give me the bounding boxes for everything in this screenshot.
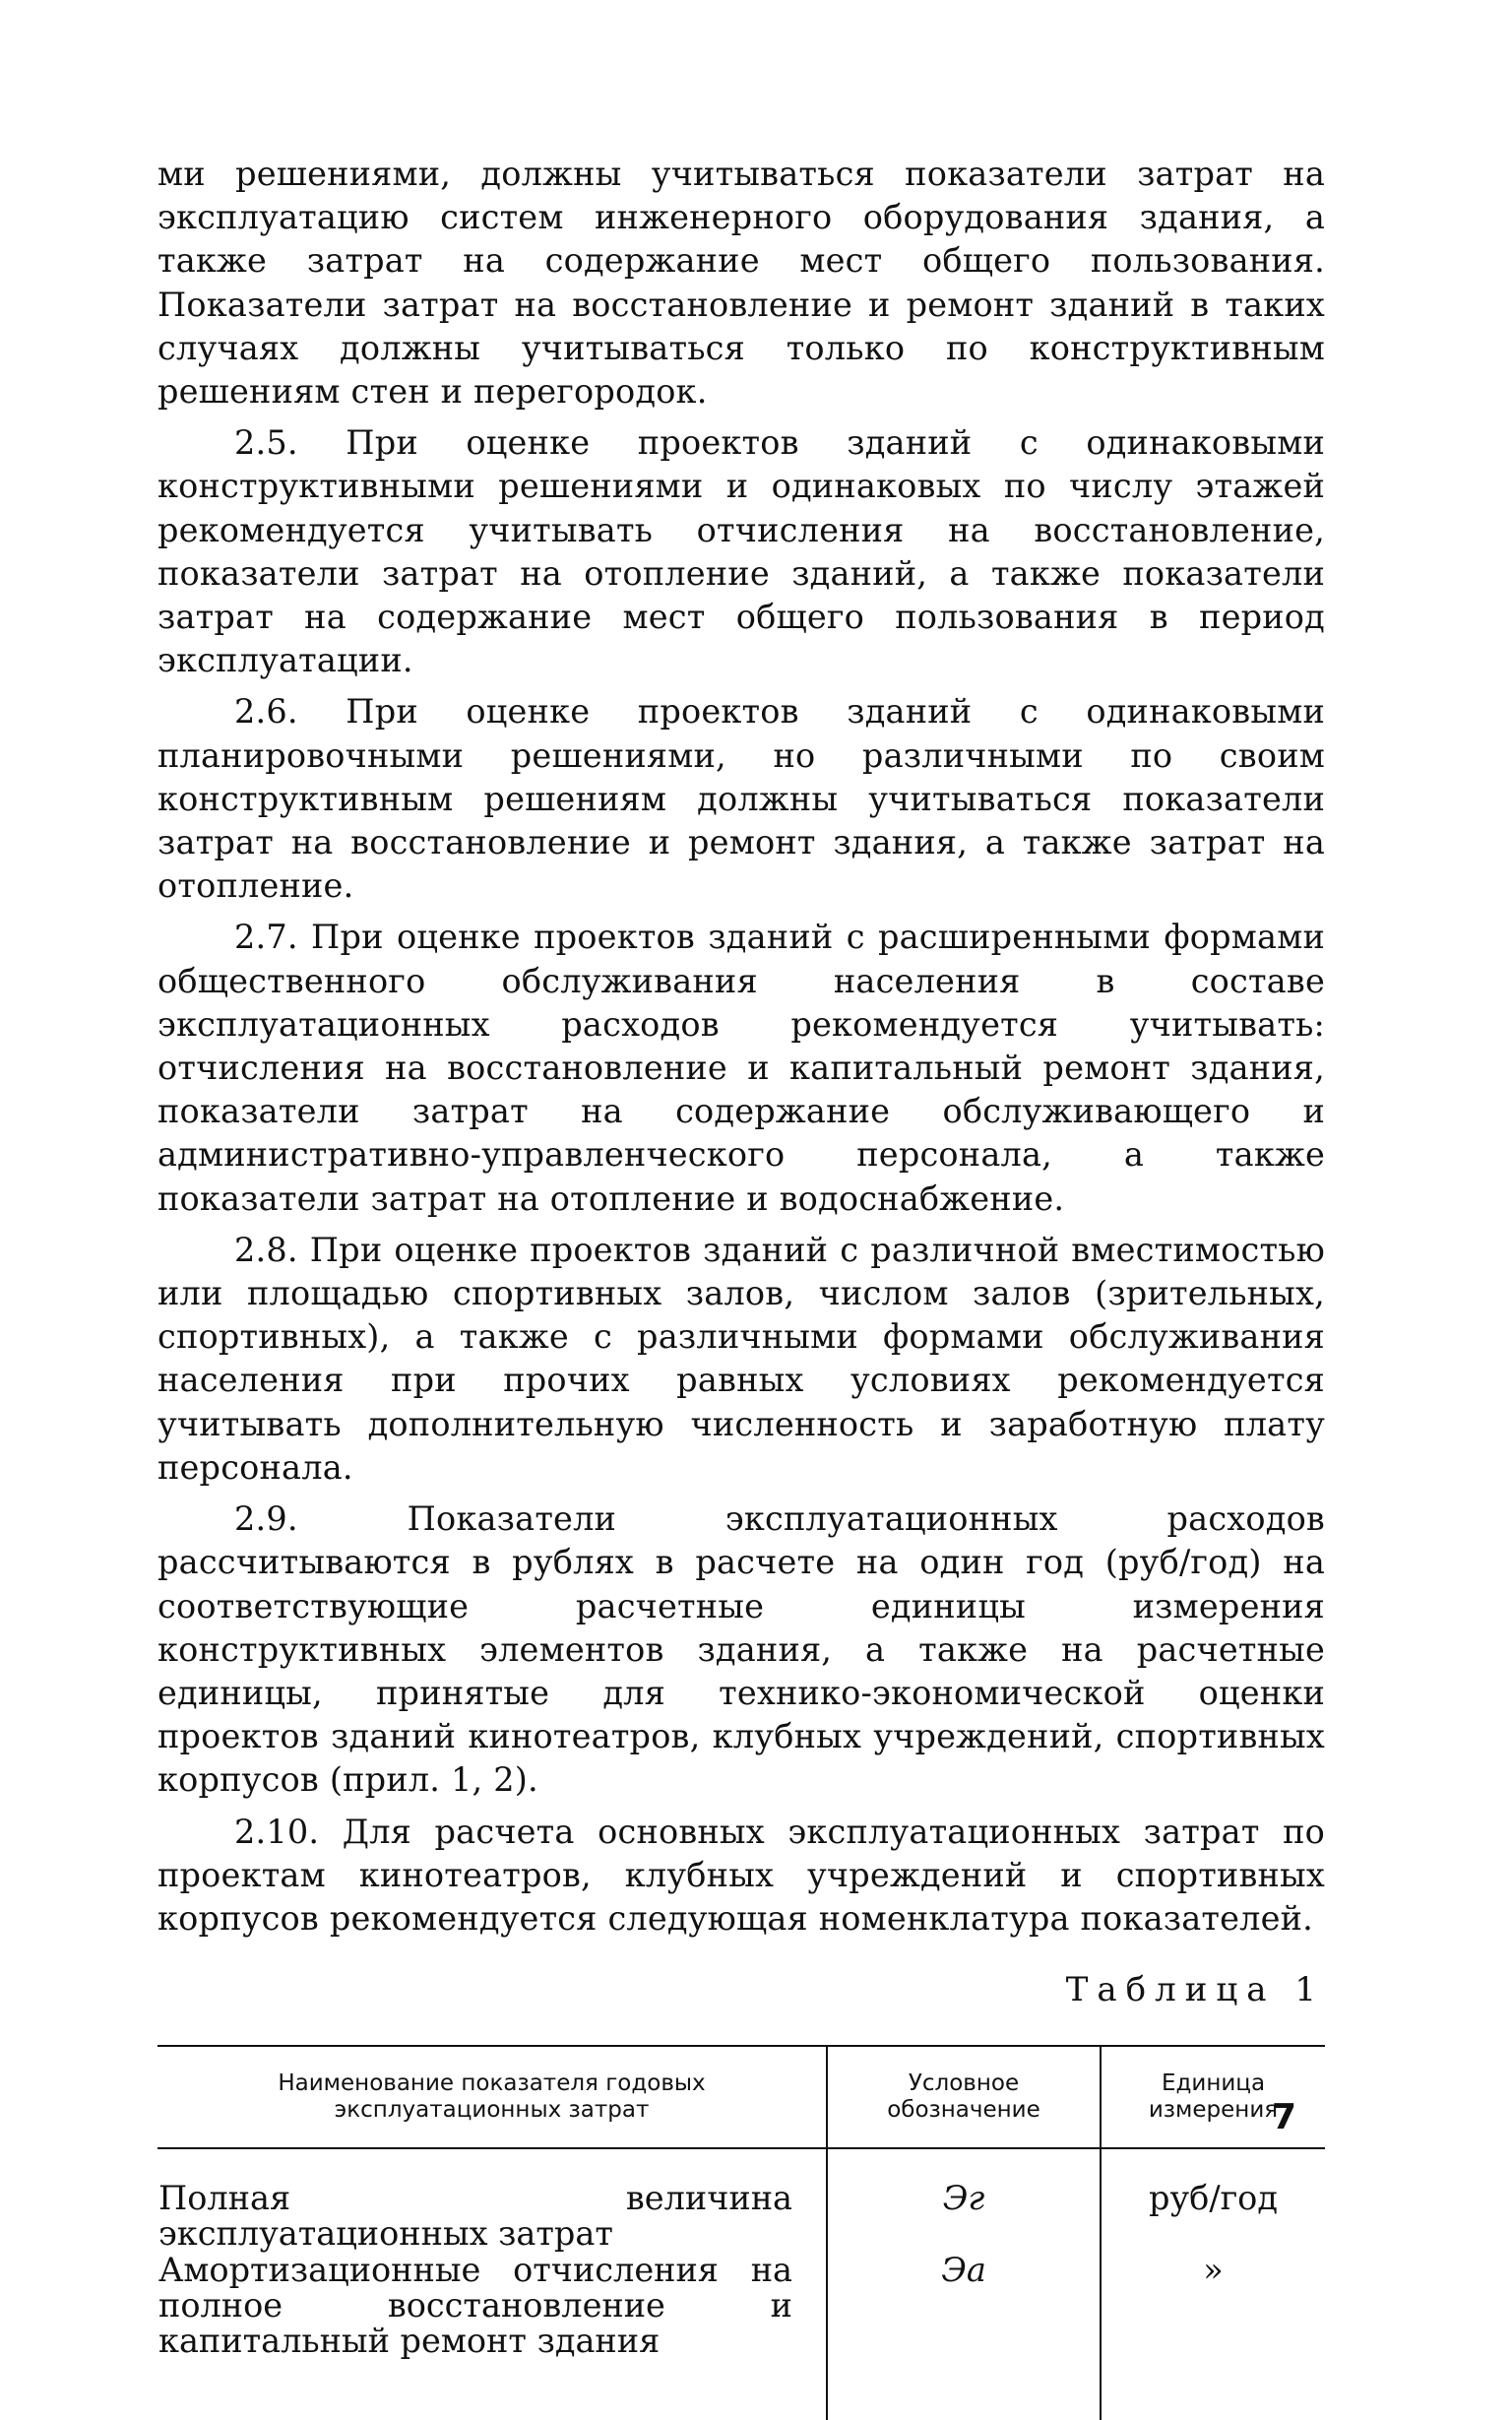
paragraph-2-7: 2.7. При оценке проектов зданий с расширенными формами общественного обслуживания населения в составе эксплуатационных расходов рекомендуется учитывать: отчисления на восстановление и капитальный ремонт здания, показатели затрат на содержание обслуживающего и административно-управленческого персонала, а также показатели затрат на отопление и водоснабжение. [158, 918, 1325, 1218]
row-name: Амортизационные отчисления на полное восстановление и капитальный ремонт здания [158, 2251, 792, 2361]
table-caption: Таблица 1 [1065, 1970, 1325, 2010]
row-symbol: Эа [827, 2253, 1101, 2420]
paragraph-continuation: ми решениями, должны учитываться показатели затрат на эксплуатацию систем инженерного оборудования здания, а также затрат на содержание мест общего пользования. Показатели затрат на восстановление и ремонт зданий в таких случаях должны учитываться только по конструктивным решениям стен и перегородок. [158, 155, 1325, 412]
row-name: Полная величина эксплуатационных затрат [158, 2179, 792, 2254]
row-unit: » [1101, 2253, 1325, 2420]
page-body [158, 153, 1325, 2420]
header-unit: Единица измерения [1101, 2046, 1325, 2148]
table-header-row [158, 2046, 1325, 2148]
table-row [158, 2148, 1325, 2253]
page-number: 7 [1272, 2097, 1297, 2137]
paragraph-2-8: 2.8. При оценке проектов зданий с различной вместимостью или площадью спортивных залов, числом залов (зрительных, спортивных), а также с различными формами обслуживания населения при прочих равных условиях рекомендуется учитывать дополнительную численность и заработную плату персонала. [158, 1230, 1325, 1487]
header-symbol: Условное обозначение [827, 2046, 1101, 2148]
paragraph-2-10: 2.10. Для расчета основных эксплуатационных затрат по проектам кинотеатров, клубных учреждений и спортивных корпусов рекомендуется следующая номенклатура показателей. [158, 1812, 1325, 1938]
paragraph-2-9: 2.9. Показатели эксплуатационных расходов рассчитываются в рублях в расчете на один год (руб/год) на соответствующие расчетные единицы измерения конструктивных элементов здания, а также на расчетные единицы, принятые для технико-экономической оценки проектов зданий кинотеатров, клубных учреждений, спортивных корпусов (прил. 1, 2). [158, 1499, 1325, 1800]
table-row [158, 2253, 1325, 2420]
indicators-table [158, 2045, 1325, 2420]
header-indicator-name: Наименование показателя годовых эксплуатационных затрат [158, 2046, 827, 2148]
paragraph-2-6: 2.6. При оценке проектов зданий с одинаковыми планировочными решениями, но различными по своим конструктивным решениям должны учитываться показатели затрат на восстановление и ремонт здания, а также затрат на отопление. [158, 692, 1325, 906]
row-unit: руб/год [1101, 2148, 1325, 2253]
row-symbol: Эг [827, 2148, 1101, 2253]
paragraph-2-5: 2.5. При оценке проектов зданий с одинаковыми конструктивными решениями и одинаковых по числу этажей рекомендуется учитывать отчисления на восстановление, показатели затрат на отопление зданий, а также показатели затрат на содержание мест общего пользования в период эксплуатации. [158, 423, 1325, 680]
